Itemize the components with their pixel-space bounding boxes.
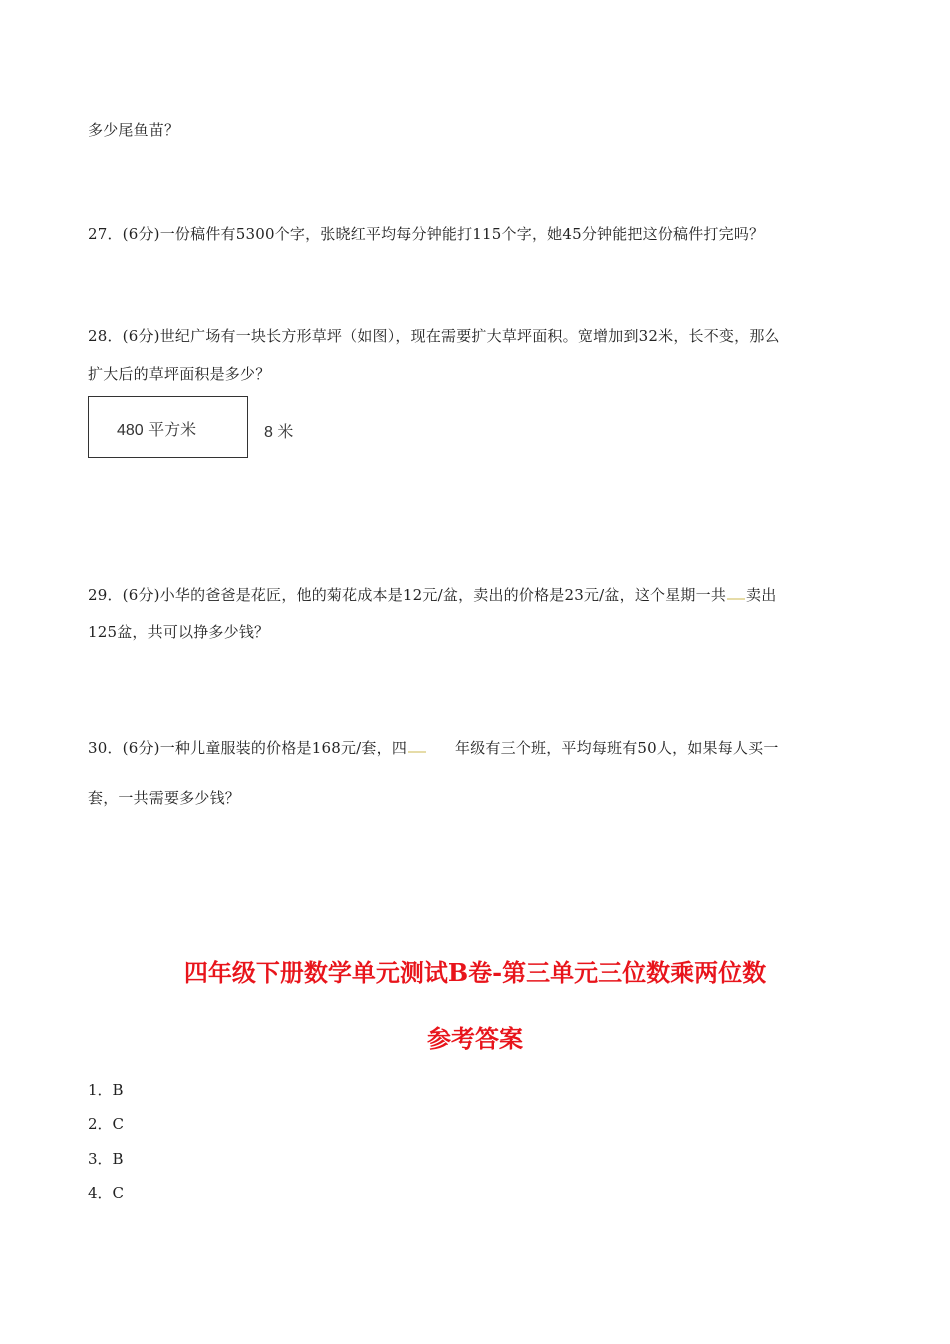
question-26-tail: 多少尾鱼苗？: [88, 121, 180, 139]
blank-mark: [727, 598, 745, 600]
question-28-line-2: 扩大后的草坪面积是多少？: [88, 365, 271, 383]
question-30-line-2: 套，一共需要多少钱？: [88, 789, 241, 807]
answer-section-title: 四年级下册数学单元测试B卷-第三单元三位数乘两位数: [183, 958, 767, 987]
blank-mark: [408, 751, 426, 753]
answer-item: 1．B: [88, 1081, 124, 1099]
answer-section-subtitle: 参考答案: [427, 1024, 523, 1053]
question-30-text-a: 30．(6分)一种儿童服装的价格是168元/套，四: [88, 739, 408, 757]
question-27: 27．(6分)一份稿件有5300个字，张晓红平均每分钟能打115个字，她45分钟能把这份稿件打完吗？: [88, 225, 765, 243]
question-29-text-b: 卖出: [746, 586, 777, 604]
question-30-line-1: [88, 738, 779, 758]
question-29-line-1: [88, 585, 776, 605]
question-29-text-a: 29．(6分)小华的爸爸是花匠，他的菊花成本是12元/盆，卖出的价格是23元/盆，这个星期一共: [88, 586, 727, 604]
lawn-rectangle-figure: [88, 396, 248, 458]
question-30-text-b: 年级有三个班，平均每班有50人，如果每人买一: [455, 739, 779, 757]
question-29-line-2: 125盆，共可以挣多少钱？: [88, 623, 270, 641]
question-28-line-1: 28．(6分)世纪广场有一块长方形草坪（如图），现在需要扩大草坪面积。宽增加到32米，长不变，那么: [88, 327, 780, 345]
answer-item: 3．B: [88, 1150, 124, 1168]
lawn-width-label: 8 米: [264, 424, 294, 441]
answer-item: 2．C: [88, 1115, 125, 1133]
lawn-area-label: 480 平方米: [117, 422, 197, 439]
answer-item: 4．C: [88, 1184, 125, 1202]
